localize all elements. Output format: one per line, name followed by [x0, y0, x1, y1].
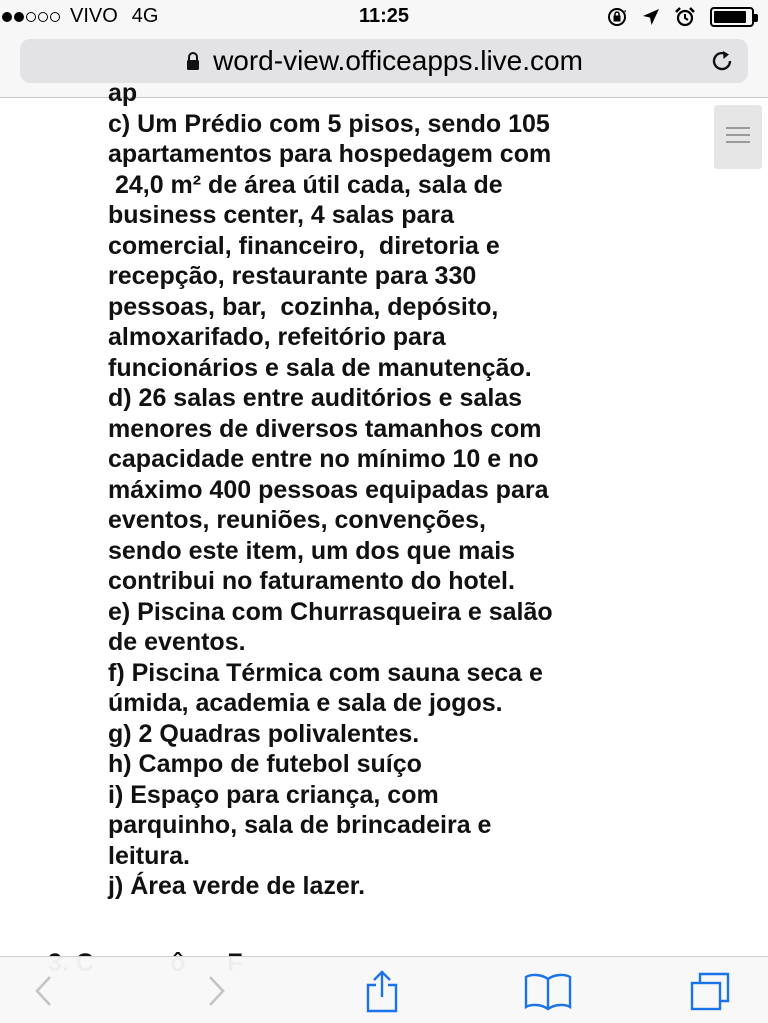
document-line: recepção, restaurante para 330 [108, 262, 477, 290]
bookmarks-icon [523, 971, 573, 1011]
document-line: contribui no faturamento do hotel. [108, 567, 515, 595]
location-icon [642, 8, 660, 26]
document-line: c) Um Prédio com 5 pisos, sendo 105 [108, 109, 550, 138]
document-line: pessoas, bar, cozinha, depósito, [108, 292, 499, 321]
document-line: comercial, financeiro, diretoria e [108, 231, 500, 260]
address-bar[interactable] [20, 39, 748, 83]
forward-button[interactable] [192, 969, 240, 1013]
battery-icon [710, 7, 754, 27]
document-line: business center, 4 salas para [108, 201, 455, 229]
status-time: 11:25 [358, 5, 410, 27]
document-line: i) Espaço para criança, com [108, 780, 439, 809]
document-line: h) Campo de futebol suíço [108, 750, 422, 778]
tabs-icon [688, 971, 732, 1011]
document-line: apartamentos para hospedagem com [108, 140, 552, 168]
back-button[interactable] [20, 969, 68, 1013]
forward-icon [204, 973, 228, 1009]
document-line: j) Área verde de lazer. [108, 872, 366, 900]
status-bar [0, 0, 768, 34]
document-text [108, 78, 553, 902]
document-line: capacidade entre no mínimo 10 e no [108, 445, 539, 473]
document-line: e) Piscina com Churrasqueira e salão [108, 597, 553, 626]
share-icon [362, 969, 402, 1013]
document-line: eventos, reuniões, convenções, [108, 506, 486, 534]
rotation-lock-icon [606, 6, 628, 28]
document-line: g) 2 Quadras polivalentes. [108, 719, 420, 748]
document-line: menores de diversos tamanhos com [108, 414, 542, 443]
back-icon [32, 973, 56, 1009]
document-line: parquinho, sala de brincadeira e [108, 811, 492, 839]
reload-button[interactable] [708, 47, 736, 80]
document-view[interactable] [0, 79, 768, 956]
status-icons [606, 6, 754, 28]
tabs-button[interactable] [686, 969, 734, 1013]
network-type: 4G [131, 5, 159, 27]
scroll-handle[interactable] [714, 105, 762, 169]
document-line: sendo este item, um dos que mais [108, 536, 516, 565]
url-text: word-view.officeapps.live.com [213, 45, 583, 76]
document-line: de eventos. [108, 628, 246, 656]
document-line: f) Piscina Térmica com sauna seca e [108, 658, 543, 687]
bookmarks-button[interactable] [524, 969, 572, 1013]
lock-icon [185, 51, 201, 71]
document-line: máximo 400 pessoas equipadas para [108, 475, 549, 504]
carrier-name: VIVO [70, 5, 118, 27]
document-line: almoxarifado, refeitório para [108, 323, 446, 351]
reload-icon [708, 47, 736, 75]
share-button[interactable] [358, 969, 406, 1013]
alarm-icon [674, 6, 696, 28]
document-line: 24,0 m² de área útil cada, sala de [108, 170, 503, 199]
battery-level [714, 11, 746, 23]
document-line: úmida, academia e sala de jogos. [108, 689, 503, 717]
document-line: funcionários e sala de manutenção. [108, 353, 532, 382]
document-line-partial: ap [108, 79, 339, 107]
browser-toolbar [0, 956, 768, 1023]
document-line: d) 26 salas entre auditórios e salas [108, 384, 523, 412]
document-line: leitura. [108, 841, 190, 870]
